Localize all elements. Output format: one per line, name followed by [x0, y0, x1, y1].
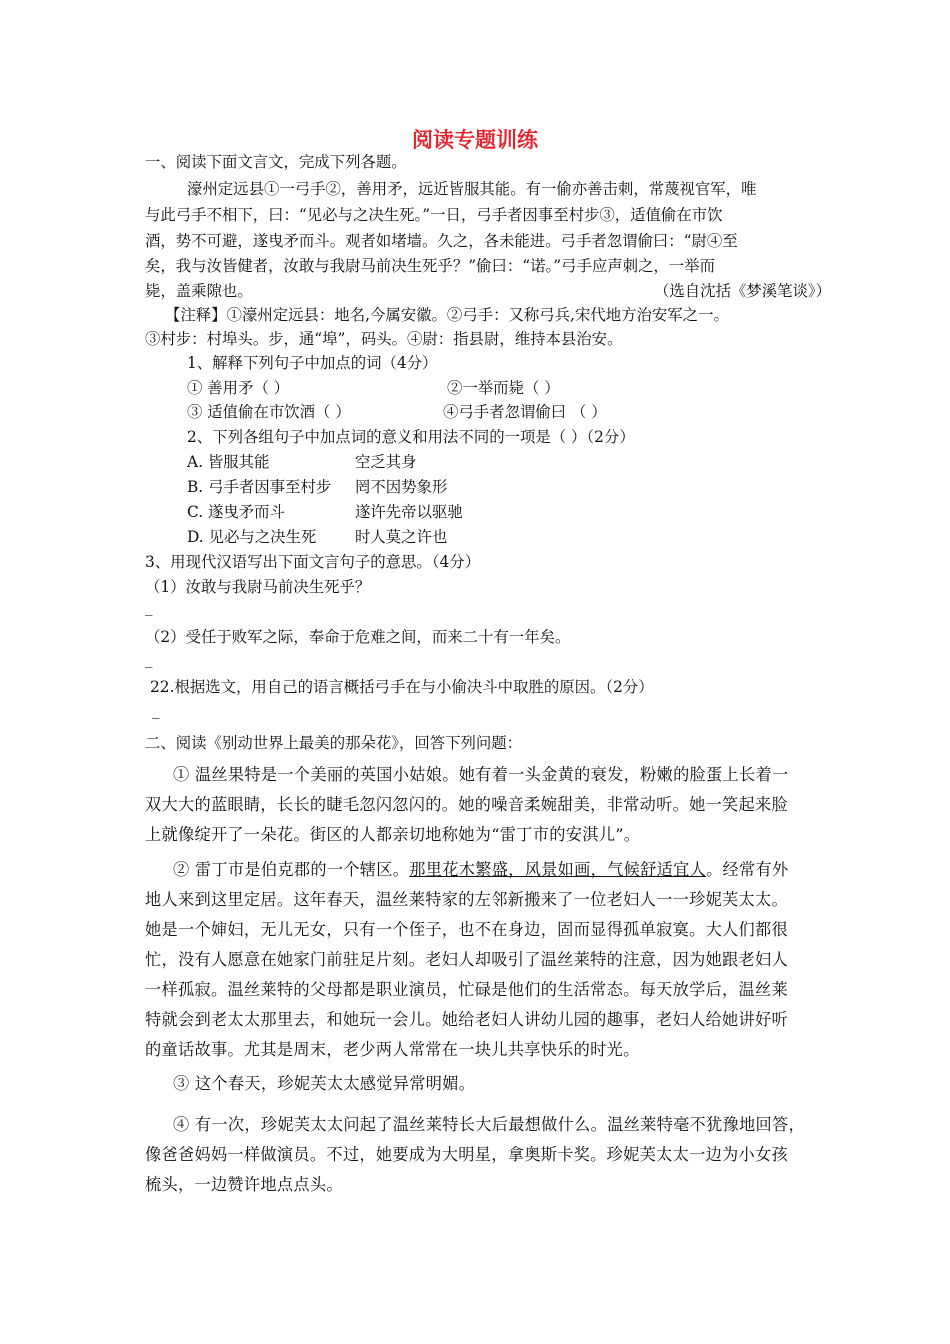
section2-heading: 二、阅读《别动世界上最美的那朵花》，回答下列问题： [145, 734, 523, 752]
q1-option-d: ④弓手者忽谓偷曰 （ ） [443, 403, 607, 421]
notes-line-1: 【注释】①濠州定远县：地名,今属安徽。②弓手：又称弓兵,宋代地方治安军之一。 [165, 306, 729, 324]
paragraph-line: ① 温丝果特是一个美丽的英国小姑娘。她有着一头金黄的衰发，粉嫩的脸蛋上长着一 [173, 765, 789, 784]
q1-option-c: ③ 适值偷在市饮酒（ ） [187, 403, 351, 421]
q22-stem: 22.根据选文，用自己的语言概括弓手在与小偷决斗中取胜的原因。（2分） [150, 678, 654, 696]
q1-option-a: ① 善用矛（ ） [187, 379, 290, 397]
q2-option-a-right: 空乏其身 [355, 453, 417, 471]
text-line-5: 毙，盖乘隙也。 [145, 282, 253, 300]
section1-heading: 一、阅读下面文言文，完成下列各题。 [145, 153, 407, 171]
q3-sub2: （2）受任于败军之际，奉命于危难之间，而来二十有一年矣。 [145, 628, 571, 646]
answer-line[interactable]: _ [145, 598, 153, 616]
paragraph-line: ④ 有一次，珍妮芙太太问起了温丝莱特长大后最想做什么。温丝莱特毫不犹豫地回答， [173, 1115, 805, 1134]
q1-stem: 1、解释下列句子中加点的词（4分） [187, 354, 438, 372]
q2-option-d-left: D. 见必与之决生死 [187, 528, 317, 546]
q2-option-a-left: A. 皆服其能 [187, 453, 270, 471]
paragraph-line: ③ 这个春天，珍妮芙太太感觉异常明媚。 [173, 1074, 476, 1093]
text-line-3: 酒，势不可避，遂曳矛而斗。观者如堵墙。久之，各未能进。弓手者忽谓偷曰：“尉④至 [145, 232, 738, 250]
q2-option-b-left: B. 弓手者因事至村步 [187, 478, 332, 496]
paragraph-line: 地人来到这里定居。这年春天，温丝莱特家的左邻新搬来了一位老妇人一一珍妮芙太太。 [145, 890, 789, 909]
q2-option-d-right: 时人莫之许也 [355, 528, 448, 546]
q1-option-b: ②一举而毙（ ） [447, 379, 560, 397]
notes-line-2: ③村步：村埠头。步，通“埠”，码头。④尉：指县尉，维持本县治安。 [145, 330, 623, 348]
text-line-2: 与此弓手不相下，曰：“见必与之决生死。”一日，弓手者因事至村步③，适值偷在市饮 [145, 206, 723, 224]
paragraph-line: 的童话故事。尤其是周末，老少两人常常在一块儿共享快乐的时光。 [145, 1040, 640, 1059]
answer-line[interactable]: _ [145, 650, 153, 668]
page-title: 阅读专题训练 [412, 127, 538, 152]
underlined-sentence: 那里花木繁盛，风景如画，气候舒适宜人 [409, 860, 707, 879]
text-line-4: 矣，我与汝皆健者，汝敢与我尉马前决生死乎？”偷曰：“诺。”弓手应声刺之，一举而 [145, 257, 715, 275]
paragraph-line: 特就会到老太太那里去，和她玩一会儿。她给老妇人讲幼儿园的趣事，老妇人给她讲好听 [145, 1010, 789, 1029]
text-line-1: 濠州定远县①一弓手②，善用矛，远近皆服其能。有一偷亦善击刺，常蔑视官军，唯 [187, 180, 757, 198]
q2-option-c-left: C. 遂曳矛而斗 [187, 503, 285, 521]
answer-line[interactable]: _ [152, 701, 160, 719]
q3-stem: 3、用现代汉语写出下面文言句子的意思。（4分） [145, 553, 481, 571]
paragraph-line: 一样孤寂。温丝莱特的父母都是职业演员，忙碌是他们的生活常态。每天放学后，温丝莱 [145, 980, 789, 999]
paragraph-line: 上就像绽开了一朵花。街区的人都亲切地称她为“雷丁市的安淇儿”。 [145, 825, 641, 844]
q3-sub1: （1）汝敢与我尉马前决生死乎？ [145, 578, 371, 596]
paragraph-line: 双大大的蓝眼睛，长长的睫毛忽闪忽闪的。她的噪音柔婉甜美，非常动听。她一笑起来脸 [145, 795, 789, 814]
source-citation: （选自沈括《梦溪笔谈》） [654, 282, 831, 300]
paragraph-line: ② 雷丁市是伯克郡的一个辖区。那里花木繁盛，风景如画，气候舒适宜人。经常有外 [173, 860, 789, 879]
paragraph-line: 她是一个婶妇，无儿无女，只有一个侄子，也不在身边，固而显得孤单寂寞。大人们都很 [145, 920, 789, 939]
q2-option-b-right: 罔不因势象形 [355, 478, 448, 496]
q2-option-c-right: 遂许先帝以驱驰 [355, 503, 463, 521]
paragraph-line: 梳头，一边赞许地点点头。 [145, 1175, 343, 1194]
paragraph-line: 像爸爸妈妈一样做演员。不过，她要成为大明星，拿奥斯卡奖。珍妮芙太太一边为小女孩 [145, 1145, 789, 1164]
q2-stem: 2、下列各组句子中加点词的意义和用法不同的一项是（ ）（2分） [187, 428, 635, 446]
paragraph-line: 忙，没有人愿意在她家门前驻足片刻。老妇人却吸引了温丝莱特的注意，因为她跟老妇人 [145, 950, 789, 969]
